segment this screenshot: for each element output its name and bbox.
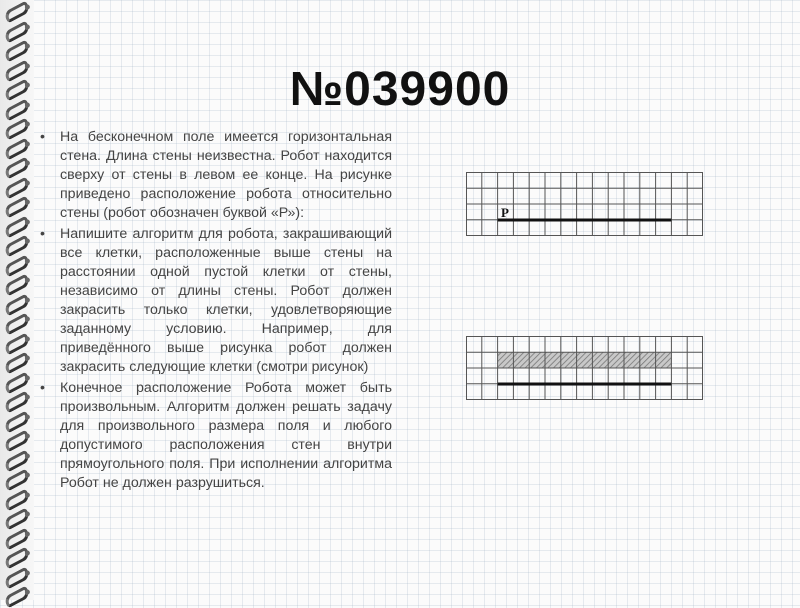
grid-lines: [466, 172, 703, 236]
paragraph-2: [40, 225, 392, 377]
binding-ring: [3, 586, 32, 608]
field-figure-initial: [466, 172, 704, 238]
paragraph-text: Напишите алгоритм для робота, закрашивающий все клетки, расположенные выше стены на расстоянии одной пустой клетки от стены, независимо от длины стены. Робот должен закрасить только клетки, удовлетворяющие заданному условию. Например, для приведённого выше рисунка робот должен закрасить следующие клетки (смотри рисунок): [60, 226, 392, 375]
binding-ring: [3, 449, 32, 472]
binding-ring: [3, 488, 32, 511]
paragraph-text: На бесконечном поле имеется горизонтальная стена. Длина стены неизвестна. Робот находится сверху от стены в левом ее конце. На рисунке приведено расположение робота относительно стены (робот обозначен буквой «Р»):: [60, 129, 392, 221]
binding-ring: [3, 254, 32, 277]
binding-ring: [3, 410, 32, 433]
binding-ring: [3, 313, 32, 336]
bullet-icon: •: [40, 226, 45, 242]
binding-ring: [3, 1, 32, 24]
robot-label: Р: [501, 205, 509, 220]
binding-ring: [3, 40, 32, 63]
binding-ring: [3, 566, 32, 589]
bullet-icon: •: [40, 129, 45, 145]
bullet-icon: •: [40, 380, 45, 396]
binding-ring: [3, 547, 32, 570]
task-text: [40, 128, 392, 495]
binding-ring: [3, 508, 32, 531]
painted-cells: [498, 352, 672, 368]
binding-ring: [3, 118, 32, 141]
slide-title: №039900: [289, 63, 511, 117]
paragraph-text: Конечное расположение Робота может быть произвольным. Алгоритм должен решать задачу для произвольного размера поля и любого допустимого расположения стен внутри прямоугольного поля. При исполнении алгоритма Робот не должен разрушиться.: [60, 380, 392, 491]
binding-ring: [3, 157, 32, 180]
binding-ring: [3, 196, 32, 219]
binding-ring: [3, 293, 32, 316]
binding-ring: [3, 430, 32, 453]
binding-ring: [3, 371, 32, 394]
binding-ring: [3, 527, 32, 550]
binding-ring: [3, 274, 32, 297]
binding-ring: [3, 332, 32, 355]
paragraph-1: [40, 128, 392, 223]
field-figure-painted: [466, 336, 704, 402]
binding-ring: [3, 176, 32, 199]
binding-ring: [3, 469, 32, 492]
binding-ring: [3, 137, 32, 160]
grid-lines: [466, 336, 703, 400]
binding-ring: [3, 20, 32, 43]
binding-ring: [3, 215, 32, 238]
binding-ring: [3, 352, 32, 375]
paragraph-3: [40, 379, 392, 493]
binding-ring: [3, 391, 32, 414]
binding-ring: [3, 235, 32, 258]
